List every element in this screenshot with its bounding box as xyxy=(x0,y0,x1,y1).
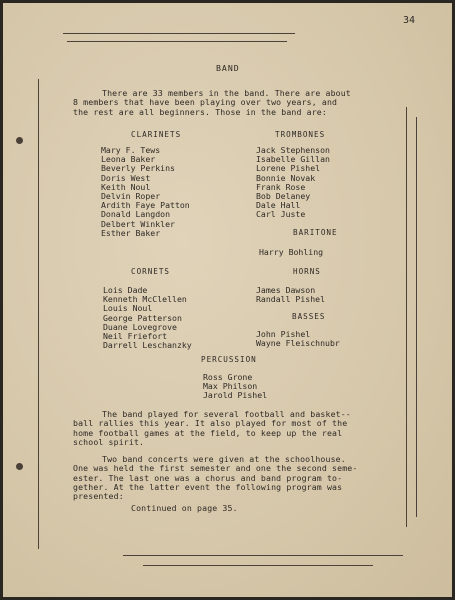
list-item: John Pishel xyxy=(256,329,311,339)
list-item: Dale Hall xyxy=(256,200,301,211)
paragraph-line: presented: xyxy=(73,491,124,502)
list-item: Doris West xyxy=(101,172,151,183)
section-title: BAND xyxy=(216,63,240,73)
bottom-rule-1 xyxy=(123,555,403,556)
list-item: Louis Noul xyxy=(103,303,153,314)
top-rule-1 xyxy=(63,33,295,34)
binder-hole-top xyxy=(16,137,23,144)
top-rule-2 xyxy=(67,41,287,42)
list-item: Carl Juste xyxy=(256,209,306,220)
list-item: Delbert Winkler xyxy=(101,218,175,229)
list-item: Ross Grone xyxy=(203,372,253,382)
continued-note: Continued on page 35. xyxy=(131,503,238,513)
baritone-heading: BARITONE xyxy=(293,228,338,237)
list-item: Jack Stephenson xyxy=(256,145,330,155)
list-item: George Patterson xyxy=(103,312,182,323)
clarinets-heading: CLARINETS xyxy=(131,130,182,139)
document-page xyxy=(3,3,452,597)
list-item: Neil Friefort xyxy=(103,330,168,341)
left-margin-line xyxy=(38,79,39,549)
list-item: Max Philson xyxy=(203,381,258,392)
list-item: Bob Delaney xyxy=(256,190,311,201)
list-item: Beverly Perkins xyxy=(101,163,175,174)
list-item: Isabelle Gillan xyxy=(256,154,330,165)
trombones-list xyxy=(256,146,330,220)
list-item: Mary F. Tews xyxy=(101,145,161,155)
list-item: Frank Rose xyxy=(256,181,306,192)
list-item: Leona Baker xyxy=(101,154,156,165)
list-item: Bonnie Novak xyxy=(256,172,316,183)
right-margin-line xyxy=(406,107,407,527)
list-item: Randall Pishel xyxy=(256,294,326,305)
intro-paragraph xyxy=(73,89,351,117)
list-item: Keith Noul xyxy=(101,181,151,192)
horns-list xyxy=(256,286,325,304)
horns-heading: HORNS xyxy=(293,267,321,276)
paragraph-line: school spirit. xyxy=(73,436,145,447)
paragraph-line: Two band concerts were given at the schoolhouse. xyxy=(102,454,346,464)
list-item: Wayne Fleischnubr xyxy=(256,338,340,349)
percussion-heading: PERCUSSION xyxy=(201,355,257,364)
basses-heading: BASSES xyxy=(292,312,326,321)
intro-line: 8 members that have been playing over two years, and xyxy=(73,97,338,108)
paragraph-line: One was held the first semester and one the second seme- xyxy=(73,463,358,474)
list-item: Harry Bohling xyxy=(259,247,324,257)
list-item: Kenneth McClellen xyxy=(103,294,187,305)
paragraph-line: ball rallies this year. It also played for most of the xyxy=(73,418,348,429)
list-item: Esther Baker xyxy=(101,227,161,238)
list-item: Darrell Leschanzky xyxy=(103,340,192,351)
clarinets-list xyxy=(101,146,190,238)
list-item: Ardith Faye Patton xyxy=(101,200,190,211)
paragraph-line: home football games at the field, to keep up the real xyxy=(73,427,343,438)
intro-line: There are 33 members in the band. There are about xyxy=(102,88,351,98)
paragraph-line: ester. The last one was a chorus and band program to- xyxy=(73,472,343,483)
list-item: Duane Lovegrove xyxy=(103,321,177,332)
baritone-list xyxy=(259,248,323,257)
cornets-list xyxy=(103,286,192,350)
list-item: Donald Langdon xyxy=(101,209,171,220)
list-item: Delvin Roper xyxy=(101,190,161,201)
binder-hole-bottom xyxy=(16,463,23,470)
intro-line: the rest are all beginners. Those in the band are: xyxy=(73,106,327,117)
paragraph-line: gether. At the latter event the following program was xyxy=(73,481,343,492)
paragraph-concerts xyxy=(73,455,357,501)
trombones-heading: TROMBONES xyxy=(275,130,326,139)
cornets-heading: CORNETS xyxy=(131,267,171,276)
paragraph-football xyxy=(73,410,351,447)
percussion-list xyxy=(203,373,267,401)
list-item: Lois Dade xyxy=(103,285,148,295)
bottom-rule-2 xyxy=(143,565,373,566)
page-number: 34 xyxy=(403,15,416,26)
list-item: Jarold Pishel xyxy=(203,390,268,401)
list-item: Lorene Pishel xyxy=(256,163,321,174)
paragraph-line: The band played for several football and basket-- xyxy=(102,409,351,419)
list-item: James Dawson xyxy=(256,285,316,295)
basses-list xyxy=(256,330,340,348)
right-margin-line-2 xyxy=(416,117,417,517)
